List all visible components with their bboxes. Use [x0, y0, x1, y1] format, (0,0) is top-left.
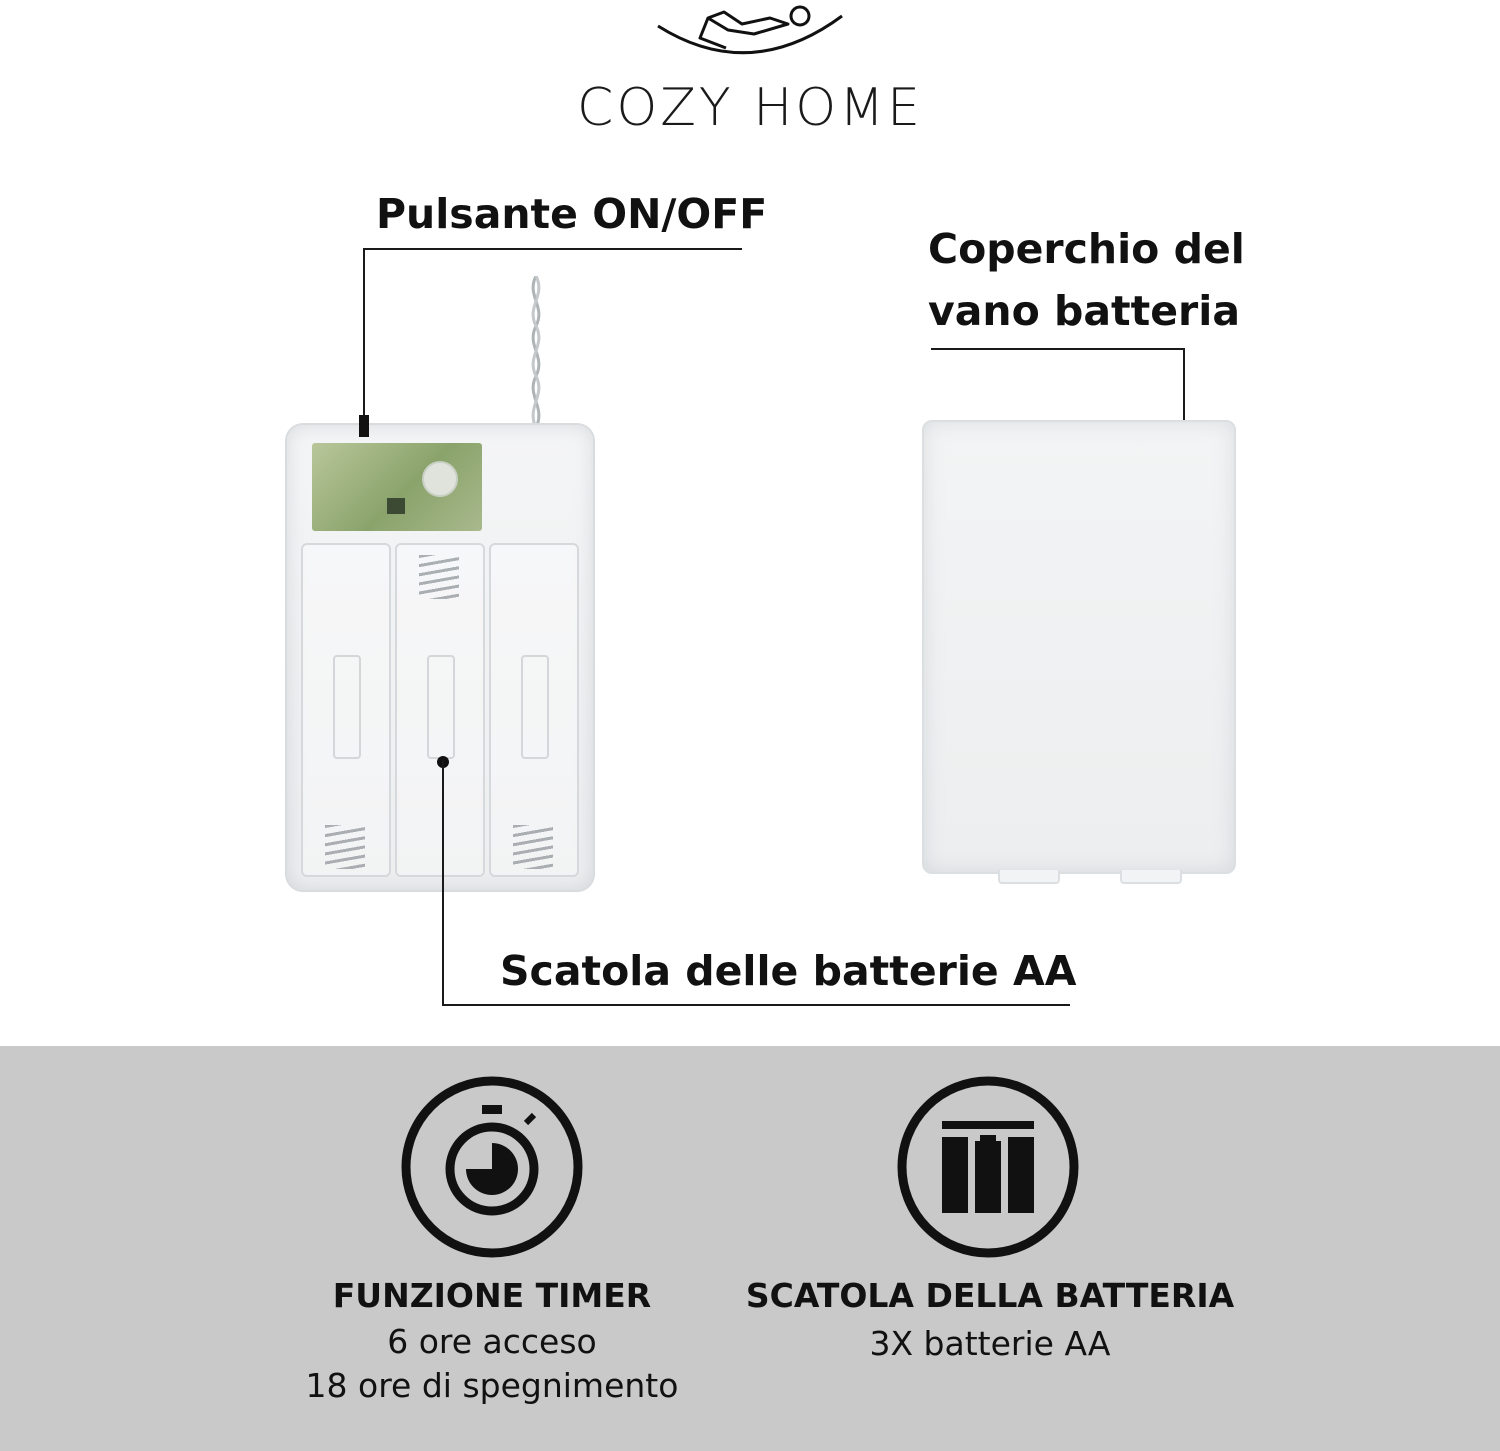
brand-name: COZY HOME	[577, 78, 923, 138]
feature-band	[0, 1046, 1500, 1451]
cover-leader-line	[931, 348, 1185, 350]
battery-box-image	[285, 423, 595, 892]
battery-cover-image	[922, 420, 1236, 874]
cover-tab	[1120, 870, 1182, 884]
stopwatch-timer-icon	[400, 1075, 584, 1259]
timer-button	[422, 461, 458, 497]
spring-contact	[325, 825, 365, 869]
on-off-switch	[359, 415, 369, 437]
on-off-button-label: Pulsante ON/OFF	[376, 190, 768, 238]
hammock-logo-icon	[650, 4, 850, 74]
twisted-wire	[522, 276, 552, 428]
battery-pack-icon	[896, 1075, 1080, 1259]
circuit-board	[312, 443, 482, 531]
battery-slot-marking	[333, 655, 361, 759]
battery-feature-count: 3X batterie AA	[869, 1324, 1111, 1363]
on-off-leader-line	[363, 248, 742, 250]
box-leader-line-vertical	[442, 760, 444, 1006]
battery-slot-marking	[521, 655, 549, 759]
battery-feature-title: SCATOLA DELLA BATTERIA	[745, 1276, 1235, 1315]
battery-slot-marking	[427, 655, 455, 759]
box-leader-line	[442, 1004, 1070, 1006]
chip	[387, 498, 405, 514]
battery-cover-label-line1: Coperchio del	[928, 225, 1245, 273]
battery-box-label: Scatola delle batterie AA	[500, 947, 1077, 995]
battery-slot	[489, 543, 579, 877]
on-off-leader-line-vertical	[363, 248, 365, 418]
battery-cover-label-line2: vano batteria	[928, 287, 1240, 335]
spring-contact	[513, 825, 553, 869]
timer-feature-title: FUNZIONE TIMER	[332, 1276, 652, 1315]
cover-tab	[998, 870, 1060, 884]
timer-feature-off-hours: 18 ore di spegnimento	[305, 1366, 679, 1405]
spring-contact	[419, 555, 459, 599]
timer-feature-on-hours: 6 ore acceso	[387, 1322, 597, 1361]
battery-slot	[301, 543, 391, 877]
battery-slot	[395, 543, 485, 877]
battery-cover-label	[928, 218, 1348, 342]
